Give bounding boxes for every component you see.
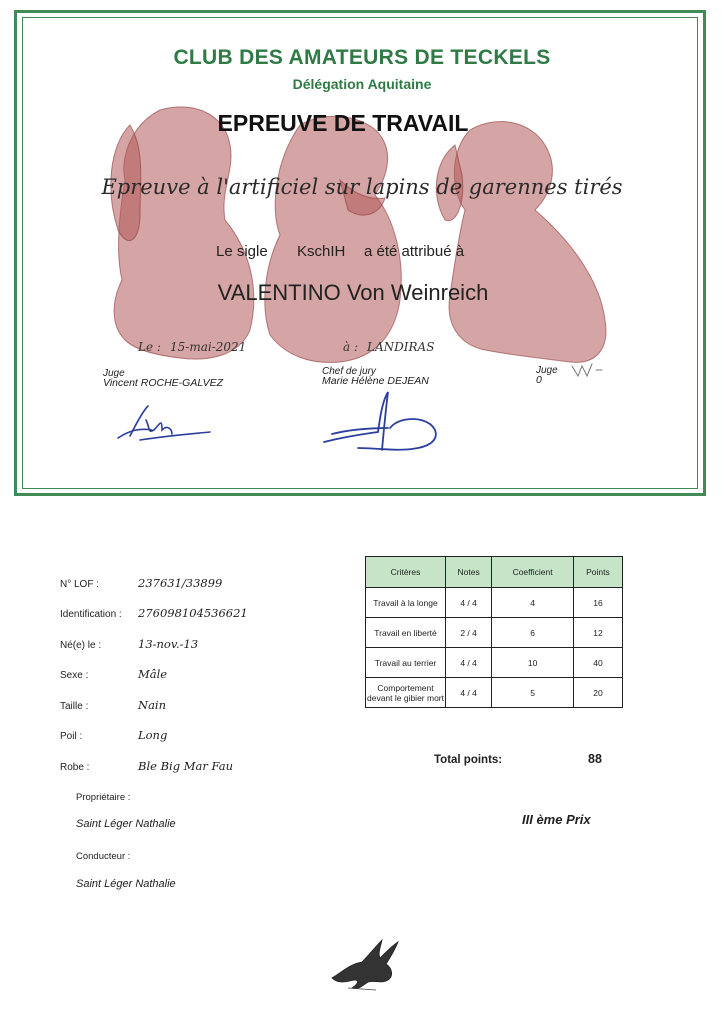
middle-dog-shape bbox=[265, 116, 401, 362]
sex-label: Sexe : bbox=[60, 670, 89, 681]
birthdate-label: Né(e) le : bbox=[60, 640, 102, 651]
sigle-suffix: a été attribué à bbox=[364, 243, 465, 260]
coef-cell: 10 bbox=[492, 648, 574, 678]
coat-value: Long bbox=[138, 728, 168, 742]
dachshunds-illustration bbox=[100, 100, 640, 380]
sex-value: Mâle bbox=[138, 667, 168, 681]
size-label: Taille : bbox=[60, 701, 89, 712]
place-label: à : bbox=[343, 340, 359, 354]
owner-value: Saint Léger Nathalie bbox=[76, 818, 176, 830]
handler-label: Conducteur : bbox=[76, 851, 131, 862]
header-criteria: Critères bbox=[366, 557, 446, 588]
judge2-initials bbox=[570, 360, 604, 380]
judge2-label: Juge bbox=[536, 365, 558, 376]
club-title: CLUB DES AMATEURS DE TECKELS bbox=[173, 46, 551, 69]
coat-label: Poil : bbox=[60, 731, 83, 742]
owner-label: Propriétaire : bbox=[76, 792, 131, 803]
right-dog-shape bbox=[449, 122, 606, 363]
size-value: Nain bbox=[138, 698, 167, 712]
identification-label: Identification : bbox=[60, 609, 122, 620]
sigle-prefix: Le sigle bbox=[216, 243, 268, 260]
criterion-cell: Comportement devant le gibier mort bbox=[366, 678, 446, 708]
scores-table bbox=[365, 556, 623, 708]
criterion-cell: Travail à la longe bbox=[366, 588, 446, 618]
judge1-label: Juge bbox=[103, 368, 125, 379]
judge1-name: Vincent ROCHE-GALVEZ bbox=[103, 377, 224, 389]
table-row bbox=[366, 648, 623, 678]
awarded-dog-name: VALENTINO Von Weinreich bbox=[217, 280, 489, 305]
note-cell: 2 / 4 bbox=[446, 618, 492, 648]
table-row bbox=[366, 588, 623, 618]
header-coefficient: Coefficient bbox=[492, 557, 574, 588]
certificate-subtitle: Epreuve à l'artificiel sur lapins de garennes tirés bbox=[101, 175, 623, 199]
points-cell: 40 bbox=[573, 648, 622, 678]
points-cell: 20 bbox=[573, 678, 622, 708]
color-value: Ble Big Mar Fau bbox=[138, 759, 233, 773]
table-row bbox=[366, 678, 623, 708]
table-row bbox=[366, 618, 623, 648]
total-points-label: Total points: bbox=[434, 754, 503, 766]
coef-cell: 6 bbox=[492, 618, 574, 648]
delegation-title: Délégation Aquitaine bbox=[292, 76, 432, 92]
coef-cell: 4 bbox=[492, 588, 574, 618]
hare-icon bbox=[328, 934, 402, 994]
lof-value: 237631/33899 bbox=[138, 576, 223, 590]
sigle-value: KschIH bbox=[297, 243, 346, 260]
date-value: 15-mai-2021 bbox=[170, 340, 247, 354]
identification-value: 276098104536621 bbox=[138, 606, 248, 620]
criterion-cell: Travail en liberté bbox=[366, 618, 446, 648]
scores-header-row bbox=[366, 557, 623, 588]
lof-label: N° LOF : bbox=[60, 579, 100, 590]
header-points: Points bbox=[573, 557, 622, 588]
chief-judge-label: Chef de jury bbox=[322, 366, 376, 377]
criterion-cell: Travail au terrier bbox=[366, 648, 446, 678]
color-label: Robe : bbox=[60, 762, 90, 773]
date-label: Le : bbox=[138, 340, 161, 354]
birthdate-value: 13-nov.-13 bbox=[138, 637, 199, 651]
note-cell: 4 / 4 bbox=[446, 588, 492, 618]
certificate-title: EPREUVE DE TRAVAIL bbox=[217, 110, 469, 136]
place-value: LANDIRAS bbox=[367, 340, 435, 354]
chief-judge-name: Marie Hélène DEJEAN bbox=[322, 375, 429, 387]
points-cell: 16 bbox=[573, 588, 622, 618]
note-cell: 4 / 4 bbox=[446, 678, 492, 708]
handler-value: Saint Léger Nathalie bbox=[76, 878, 176, 890]
note-cell: 4 / 4 bbox=[446, 648, 492, 678]
header-notes: Notes bbox=[446, 557, 492, 588]
judge1-signature bbox=[110, 400, 220, 450]
points-cell: 12 bbox=[573, 618, 622, 648]
prize-rank: III ème Prix bbox=[522, 812, 591, 827]
coef-cell: 5 bbox=[492, 678, 574, 708]
chief-judge-signature bbox=[318, 388, 458, 458]
total-points-value: 88 bbox=[588, 752, 602, 766]
judge2-name: 0 bbox=[536, 374, 542, 386]
